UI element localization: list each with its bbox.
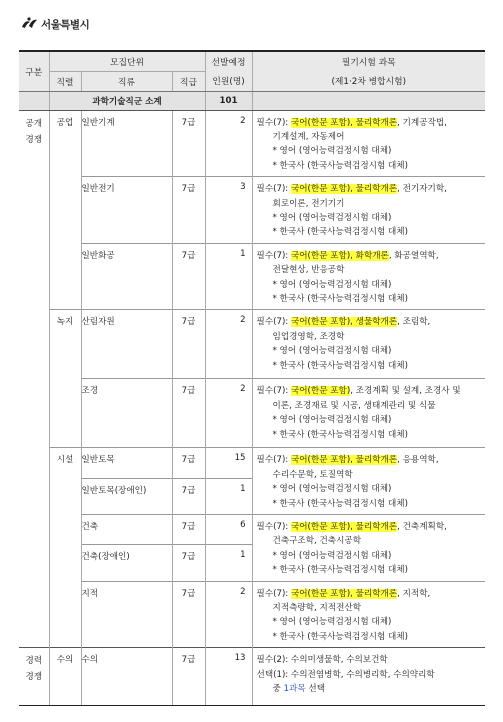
count-cell: 13: [205, 648, 252, 706]
logo-text: 서울특별시: [41, 18, 90, 31]
count-cell: 3: [205, 177, 252, 244]
header-subjects: 필기시험 과목 (제1·2차 병합시험): [252, 51, 485, 91]
type-cell: 일반토목(장애인): [81, 478, 172, 514]
summary-row: [19, 91, 485, 110]
subject-cell: 필수(7): 국어(한문 포함), 생물학개론, 조림학, 임업경영학, 조경학 * 영어 (영어능력검정시험 대체) * 한국사 (한국사능력검정시험 대체): [252, 310, 485, 379]
count-cell: 2: [205, 379, 252, 448]
count-cell: 2: [205, 110, 252, 177]
grade-cell: 7급: [172, 379, 205, 448]
table-row: [19, 379, 485, 448]
type-cell: 건축: [81, 515, 172, 545]
grade-cell: 7급: [172, 243, 205, 310]
count-cell: 15: [205, 448, 252, 478]
count-cell: 2: [205, 581, 252, 648]
type-cell: 지적: [81, 581, 172, 648]
group-green: 녹지: [49, 310, 81, 448]
grade-cell: 7급: [172, 448, 205, 478]
grade-cell: 7급: [172, 648, 205, 706]
type-cell: 건축(장애인): [81, 545, 172, 581]
group-vet: 수의: [49, 648, 81, 706]
grade-cell: 7급: [172, 310, 205, 379]
subject-cell: 필수(7): 국어(한문 포함), 조경계획 및 설계, 조경사 및 이론, 조경재료 및 시공, 생태계관리 및 식물 * 영어 (영어능력검정시험 대체) * 한국사 (한국사능력검정시험 대체): [252, 379, 485, 448]
count-cell: 1: [205, 243, 252, 310]
table-row: [19, 177, 485, 244]
header-recruit-unit: 모집단위: [49, 51, 205, 71]
table-row: [19, 243, 485, 310]
seoul-logo: [20, 14, 89, 34]
type-cell: 수의: [81, 648, 172, 706]
table-row: [19, 648, 485, 706]
table-row: [19, 448, 485, 478]
subject-cell: 필수(7): 국어(한문 포함), 물리학개론, 지적학, 지적측량학, 지적전산학 * 영어 (영어능력검정시험 대체) * 한국사 (한국사능력검정시험 대체): [252, 581, 485, 648]
table-row: [19, 110, 485, 177]
summary-count: 101: [205, 91, 252, 110]
subject-cell: 필수(7): 국어(한문 포함), 물리학개론, 응용역학, 수리수문학, 토질역학 * 영어 (영어능력검정시험 대체) * 한국사 (한국사능력검정시험 대체): [252, 448, 485, 515]
grade-cell: 7급: [172, 177, 205, 244]
subject-cell: 필수(7): 국어(한문 포함), 물리학개론, 전기자기학, 회로이론, 전기기기 * 영어 (영어능력검정시험 대체) * 한국사 (한국사능력검정시험 대체): [252, 177, 485, 244]
grade-cell: 7급: [172, 545, 205, 581]
type-cell: 일반화공: [81, 243, 172, 310]
type-cell: 조경: [81, 379, 172, 448]
subject-cell: 필수(2): 수의미생물학, 수의보건학 선택(1): 수의전염병학, 수의병리학, 수의약리학 중 1과목 선택: [252, 648, 485, 706]
subject-cell: 필수(7): 국어(한문 포함), 물리학개론, 건축계획학, 건축구조학, 건축시공학 * 영어 (영어능력검정시험 대체) * 한국사 (한국사능력검정시험 대체): [252, 515, 485, 582]
subject-cell: 필수(7): 국어(한문 포함), 물리학개론, 기계공작법, 기계설계, 자동제어 * 영어 (영어능력검정시험 대체) * 한국사 (한국사능력검정시험 대체): [256, 117, 447, 171]
header-group: 직렬: [49, 71, 81, 91]
count-cell: 2: [205, 310, 252, 379]
seoul-logo-icon: [20, 16, 38, 32]
type-cell: 일반전기: [81, 177, 172, 244]
header-type: 직류: [81, 71, 172, 91]
group-industry: 공업: [49, 110, 81, 310]
grade-cell: 7급: [172, 478, 205, 514]
category-career: 경력 경쟁: [19, 648, 49, 706]
grade-cell: 7급: [172, 110, 205, 177]
category-open: 공개 경쟁: [19, 110, 49, 648]
table-row: [19, 515, 485, 545]
recruitment-table: [19, 50, 485, 706]
header-grade: 직급: [172, 71, 205, 91]
header-planned: 선발예정 인원(명): [205, 51, 252, 91]
count-cell: 1: [205, 478, 252, 514]
group-facility: 시설: [49, 448, 81, 648]
type-cell: 일반토목: [81, 448, 172, 478]
type-cell: 일반기계: [81, 110, 172, 177]
count-cell: 6: [205, 515, 252, 545]
grade-cell: 7급: [172, 515, 205, 545]
grade-cell: 7급: [172, 581, 205, 648]
header-category: 구분: [19, 51, 49, 91]
type-cell: 산림자원: [81, 310, 172, 379]
count-cell: 1: [205, 545, 252, 581]
summary-label: 과학기술직군 소계: [49, 91, 205, 110]
subject-cell: 필수(7): 국어(한문 포함), 화학개론, 화공열역학, 전달현상, 반응공학 * 영어 (영어능력검정시험 대체) * 한국사 (한국사능력검정시험 대체): [252, 243, 485, 310]
table-row: [19, 310, 485, 379]
table-row: [19, 581, 485, 648]
